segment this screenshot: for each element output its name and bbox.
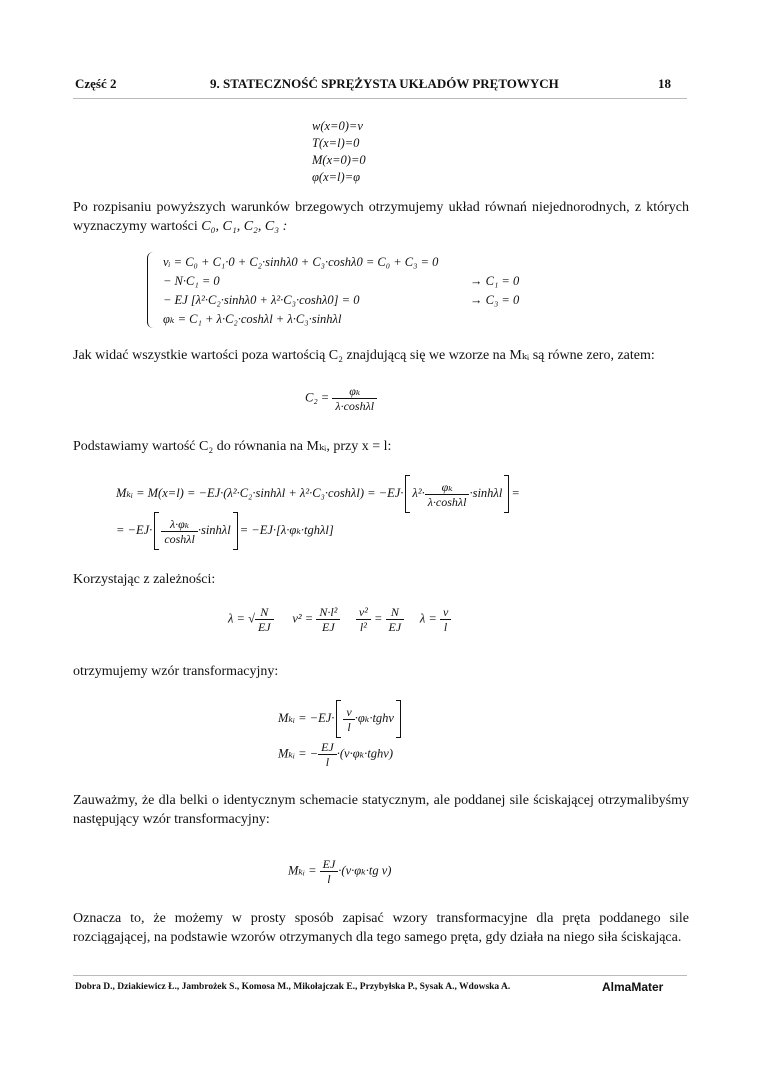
paragraph-1 <box>73 198 689 236</box>
bc-line: M(x=0)=0 <box>312 153 366 167</box>
bc-line: T(x=l)=0 <box>312 136 360 150</box>
compression-formula: Mₖᵢ = $\frac{EJ}{l}$ ·(ν·φₖ·tg ν) <box>288 857 392 886</box>
moment-derivation-2: = −EJ· $\frac{\text{λ·φₖ}}{\cosh\lambda l}$ ·sinhλl = −EJ·[λ·φₖ·tghλl] <box>116 512 334 550</box>
relations: λ = √ $\frac{N}{EJ}$ ν² = $\frac{\text{N·l²}}{EJ}$ $\frac{\text{ν²}}{\text{l²}}$ = $\frac{N}{EJ}$ λ = $\frac{\nu}{l}$ <box>228 605 451 634</box>
transformation-formula-1: Mₖᵢ = −EJ· $\frac{\nu}{l}$ ·φₖ·tghν <box>278 700 403 738</box>
bc-line: w(x=0)=v <box>312 119 363 133</box>
result-line: → C₁ = 0 <box>470 274 520 288</box>
result-line: → C₃ = 0 <box>470 293 520 307</box>
chapter-title: 9. STATECZNOŚĆ SPRĘŻYSTA UKŁADÓW PRĘTOWYCH <box>210 76 559 91</box>
paragraph-4: Korzystając z zależności: <box>73 572 216 587</box>
part-label: Część 2 <box>75 76 117 91</box>
brand-logo: AlmaMater <box>602 980 664 994</box>
paragraph-2: Jak widać wszystkie wartości poza wartością C₂ znajdującą się we wzorze na Mₖᵢ są równe zero, zatem: <box>73 348 655 363</box>
boundary-conditions <box>312 118 366 186</box>
footer-rule <box>73 975 687 976</box>
bc-line: φ(x=l)=φ <box>312 170 361 184</box>
transformation-formula-2: Mₖᵢ = − $\frac{EJ}{l}$ ·(ν·φₖ·tghν) <box>278 740 393 769</box>
system-brace <box>147 252 156 328</box>
paragraph-7: Oznacza to, że możemy w prosty sposób zapisać wzory transformacyjne dla pręta poddanego sile rozciągającej, na podstawie wzorów otrzymanych dla tego samego pręta, gdy działa na niego siła ściskająca. <box>73 911 689 945</box>
system-line: − N·C₁ = 0 <box>163 274 220 288</box>
system-results <box>470 272 519 310</box>
system-line: φₖ = C₁ + λ·C₂·coshλl + λ·C₃·sinhλl <box>163 312 342 326</box>
moment-derivation-1: Mₖᵢ = M(x=l) = −EJ·(λ²·C₂·sinhλl + λ²·C₃·coshλl) = −EJ· λ²· $\frac{\text{φₖ}}{\lambda\cdot\cosh\lambda l}$ ·sinhλl = <box>116 475 520 513</box>
header-rule <box>73 98 687 99</box>
system-line: vᵢ = C₀ + C₁·0 + C₂·sinhλ0 + C₃·coshλ0 = C₀ + C₃ = 0 <box>163 255 439 269</box>
constants-list: C₀, C₁, C₂, C₃ : <box>201 219 288 234</box>
page-number: 18 <box>658 76 671 91</box>
equation-system <box>163 253 438 329</box>
paragraph-6: Zauważmy, że dla belki o identycznym schemacie statycznym, ale poddanej sile ściskającej otrzymalibyśmy następujący wzór transformacyjny: <box>73 793 689 827</box>
paragraph-3: Podstawiamy wartość C₂ do równania na Mₖᵢ, przy x = l: <box>73 439 392 454</box>
paragraph-1-text: Po rozpisaniu powyższych warunków brzegowych otrzymujemy układ równań niejednorodnych, z których wyznaczymy wartości <box>73 200 689 234</box>
system-line: − EJ [λ²·C₂·sinhλ0 + λ²·C₃·coshλ0] = 0 <box>163 293 360 307</box>
authors: Dobra D., Dziakiewicz Ł., Jambrożek S., Komosa M., Mikołajczak E., Przybyłska P., Sysak A., Wdowska A. <box>75 982 511 992</box>
paragraph-5: otrzymujemy wzór transformacyjny: <box>73 664 279 679</box>
c2-formula: C₂ = $\frac{\text{φₖ}}{\lambda\cdot\cosh\lambda l}$ <box>305 384 377 413</box>
